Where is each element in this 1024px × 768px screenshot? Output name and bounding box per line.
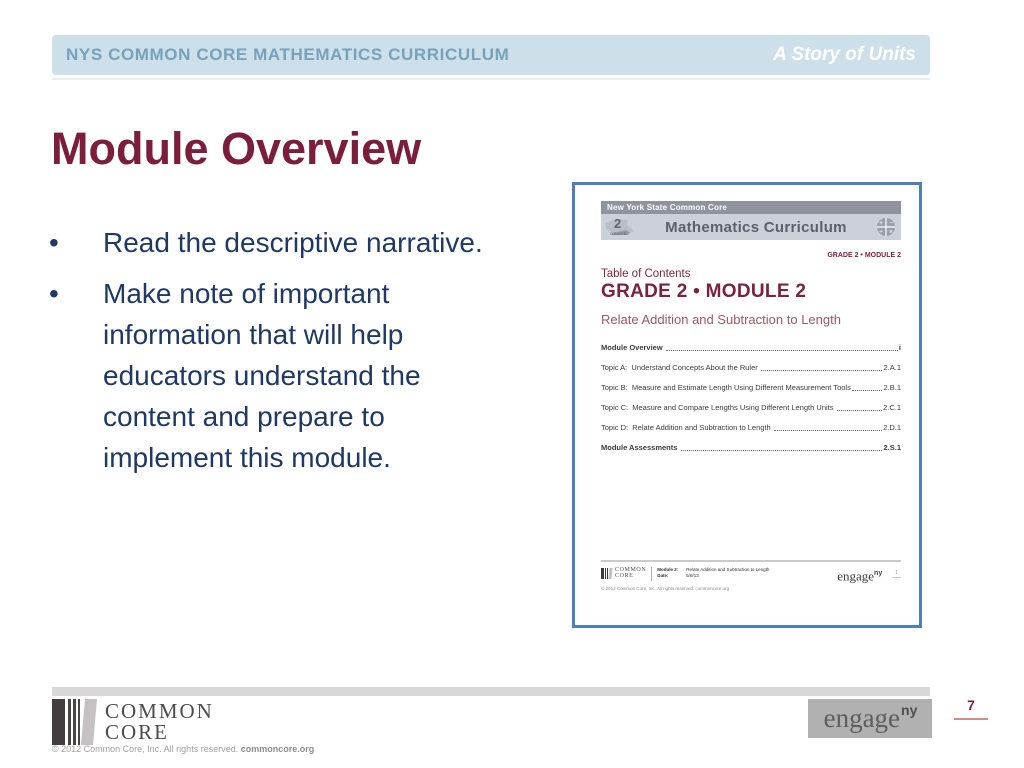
common-core-mini-logo [601,567,646,579]
toc-row [601,403,901,412]
bullet-marker-icon: • [49,278,59,309]
doc-footer-labels: Module 2: Date: [657,566,679,578]
bullet-text: Make note of important information that will help educators understand the content and prepare to implement this module. [103,278,421,473]
svg-text:÷: ÷ [879,229,883,236]
commoncore-link: commoncore.org [240,744,315,754]
engage-ny-mini-logo: engage$^{ny}$ [837,568,883,583]
document-page [601,201,901,613]
toc-leader-dots [681,450,883,451]
toc-row [601,383,901,392]
toc-row [601,423,901,432]
toc-list [601,343,901,452]
toc-row [601,363,901,372]
toc-page: i [898,343,901,352]
slide-title: Module Overview [51,123,422,174]
toc-label: Module Overview [601,343,665,352]
toc-heading: Table of Contents [601,268,691,280]
toc-page: 2.A.1 [883,363,901,372]
toc-leader-dots [837,410,882,411]
bullet-list [47,222,517,488]
toc-leader-dots [774,430,882,431]
doc-footer [601,560,901,591]
book-spines-icon [601,568,612,579]
page-number-underline [954,718,988,720]
doc-banner-top: New York State Common Core [601,201,901,214]
toc-label: Topic B: Measure and Estimate Length Using Different Measurement Tools [601,383,851,392]
toc-leader-dots [761,370,883,371]
toc-title: GRADE 2 • MODULE 2 [601,281,807,302]
header-underline [52,78,930,80]
copyright: © 2012 Common Core, Inc. All rights reserved. commoncore.org [52,744,315,754]
grade-number: 2 [614,216,622,231]
common-core-logo [52,699,214,745]
toc-page: 2.S.1 [883,443,901,452]
bullet-item [47,273,517,478]
bullet-text: Read the descriptive narrative. [103,227,483,258]
svg-text:−: − [888,220,894,227]
toc-label: Module Assessments [601,443,680,452]
book-spines-icon [52,699,95,745]
toc-page: 2.B.1 [883,383,901,392]
curriculum-label: NYS COMMON CORE MATHEMATICS CURRICULUM [66,45,510,64]
footer-strip [52,687,930,696]
svg-text:×: × [888,229,894,236]
toc-page: 2.C.1 [883,403,901,412]
document-thumbnail [572,182,922,628]
grade-word: GRADE [610,231,627,236]
logo-text: COMMON CORE [105,699,214,744]
doc-page-number: 1 [892,570,901,578]
header-bar [52,35,930,75]
divider [651,567,652,581]
logo-text: COMMON [615,566,647,573]
toc-subtitle: Relate Addition and Subtraction to Length [601,312,841,327]
doc-corner-label: GRADE 2 • MODULE 2 [827,252,901,259]
toc-leader-dots [852,390,883,391]
page-number: 7 [950,697,992,720]
toc-leader-dots [666,350,898,351]
toc-label: Topic D: Relate Addition and Subtraction to Length [601,423,773,432]
grade-2-badge [604,215,636,239]
toc-row [601,443,901,452]
svg-text:+: + [878,220,884,227]
series-label: A Story of Units [773,44,916,65]
toc-label: Topic C: Measure and Compare Lengths Using Different Length Units [601,403,836,412]
doc-banner-main [601,214,901,240]
doc-copyright: © 2012 Common Core, Inc. All rights reserved. commoncore.org [601,586,730,591]
logo-text: CORE [615,572,634,579]
toc-row [601,343,901,352]
doc-footer-values: Relate Addition and Subtraction to Length 5/9/13 [686,566,770,578]
math-symbols-icon [876,217,896,237]
toc-page: 2.D.1 [883,423,901,432]
toc-label: Topic A: Understand Concepts About the Ruler [601,363,760,372]
bullet-marker-icon: • [49,227,59,258]
bullet-item [47,222,517,263]
doc-banner-title: Mathematics Curriculum [665,218,847,236]
engage-ny-logo: engage ny [808,699,932,738]
